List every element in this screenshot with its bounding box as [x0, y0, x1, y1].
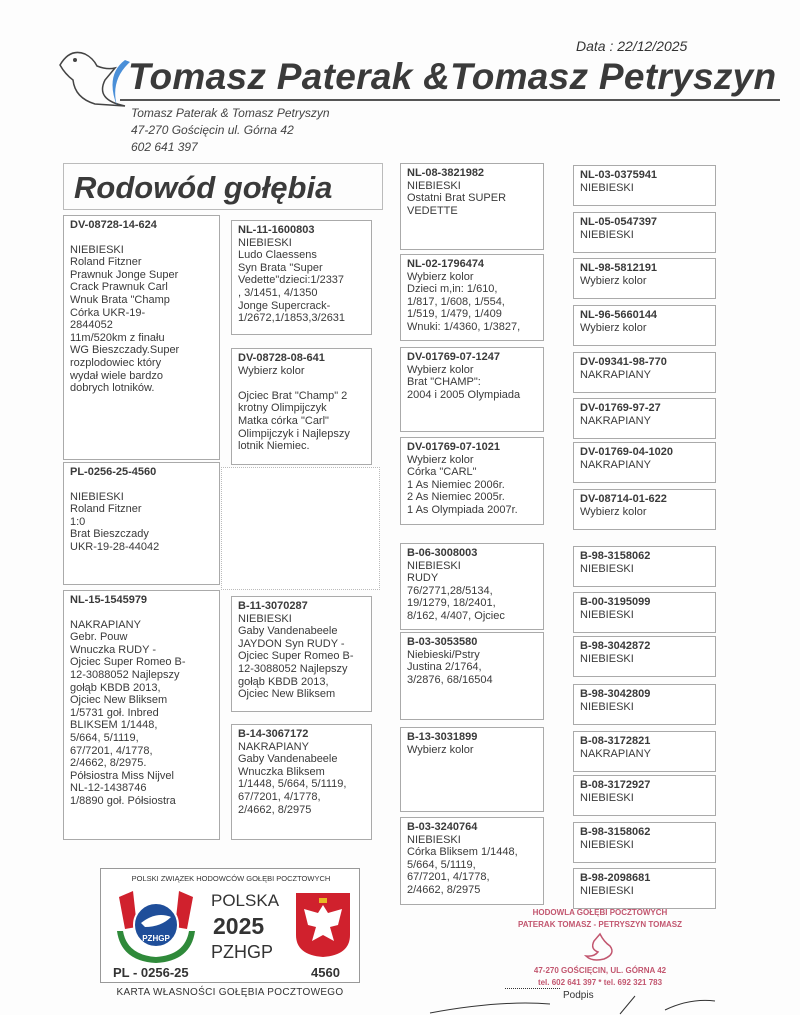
pigeon-info-line: 8/162, 4/407, Ojciec: [407, 609, 505, 622]
pigeon-info-line: wydał wiele bardzo: [70, 369, 163, 382]
pigeon-info-line: 1/2672,1/1853,3/2631: [238, 312, 346, 325]
pigeon-info-line: NAKRAPIANY: [238, 740, 309, 753]
pigeon-card: [63, 462, 220, 585]
pigeon-info-line: 5/664, 5/1119,: [70, 731, 139, 744]
pigeon-info-line: Vedette"dzieci:1/2337: [238, 274, 345, 287]
pigeon-info-line: , 3/1451, 4/1350: [238, 286, 318, 299]
pigeon-card: [400, 817, 544, 905]
pigeon-info-line: Wybierz kolor: [580, 274, 647, 287]
pigeon-info-line: Dzieci m,in: 1/610,: [407, 283, 498, 296]
pigeon-info-line: JAYDON Syn RUDY -: [238, 637, 345, 650]
pigeon-card: [400, 437, 544, 525]
pigeon-info-line: NAKRAPIANY: [580, 414, 651, 427]
pzhgp-emblem-icon: [111, 887, 201, 965]
card-header: POLSKI ZWIĄZEK HODOWCÓW GOŁĘBI POCZTOWYCH: [131, 874, 331, 883]
pigeon-card: [400, 632, 544, 720]
pigeon-info-line: 2/4662, 8/2975: [407, 883, 481, 896]
pigeon-info-line: NIEBIESKI: [70, 490, 124, 503]
owner-address: 47-270 Gościęcin ul. Górna 42: [131, 123, 294, 137]
pigeon-info-line: lotnik Niemiec.: [238, 440, 310, 453]
ring-number: B-98-3042872: [580, 640, 651, 652]
ring-number: B-13-3031899: [407, 731, 478, 743]
pigeon-info-line: Gebr. Pouw: [70, 631, 128, 644]
pigeon-info-line: Ojciec Brat "Champ" 2: [238, 389, 348, 402]
pigeon-info-line: Córka "CARL": [407, 466, 477, 479]
pigeon-info-line: Wnuczka Bliksem: [238, 765, 325, 778]
pigeon-info-line: RUDY: [407, 572, 439, 585]
card-org: PZHGP: [211, 942, 274, 962]
pigeon-card: [573, 546, 716, 587]
pigeon-info-line: BLIKSEM 1/1448,: [70, 719, 158, 732]
pigeon-info-line: 2844052: [70, 319, 113, 332]
ring-number: NL-15-1545979: [70, 594, 148, 606]
ring-number: DV-01769-07-1021: [407, 441, 500, 453]
pigeon-info-line: NIEBIESKI: [580, 608, 634, 621]
pigeon-info-line: Wybierz kolor: [407, 453, 474, 466]
pigeon-card: [573, 822, 716, 863]
card-ring-prefix: PL - 0256-25: [113, 965, 189, 980]
pigeon-info-line: 1/5731 goł. Inbred: [70, 706, 159, 719]
ring-number: B-14-3067172: [238, 728, 309, 740]
pigeon-info-line: Ludo Claessens: [238, 249, 317, 262]
stamp-line-4: tel. 602 641 397 * tel. 692 321 783: [537, 978, 663, 987]
pigeon-info-line: Justina 2/1764,: [407, 661, 482, 674]
pigeon-card: [231, 724, 372, 840]
pigeon-info-line: Niebieski/Pstry: [407, 648, 480, 661]
ring-number: B-98-3042809: [580, 688, 651, 700]
pigeon-info-line: 1:0: [70, 515, 86, 528]
pigeon-info-line: gołąb KBDB 2013,: [70, 681, 161, 694]
pigeon-info-line: NIEBIESKI: [580, 884, 634, 897]
pigeon-info-line: Wnuczka RUDY -: [70, 643, 156, 656]
pigeon-info-line: Roland Fitzner: [70, 503, 142, 516]
pigeon-info-line: 76/2771,28/5134,: [407, 584, 493, 597]
pigeon-card: [63, 215, 220, 460]
stamp-line-2: PATERAK TOMASZ - PETRYSZYN TOMASZ: [517, 920, 682, 929]
pigeon-info-line: Gaby Vandenabeele: [238, 753, 338, 766]
pigeon-info-line: NIEBIESKI: [70, 243, 124, 256]
pigeon-info-line: NIEBIESKI: [580, 791, 634, 804]
pigeon-info-line: NIEBIESKI: [407, 559, 461, 572]
ring-number: B-00-3195099: [580, 596, 651, 608]
card-country: POLSKA: [211, 891, 280, 910]
pigeon-info-line: Matka córka "Carl": [238, 414, 329, 427]
pigeon-info-line: NAKRAPIANY: [580, 747, 651, 760]
pigeon-card: [400, 347, 544, 432]
pigeon-info-line: Córka Bliksem 1/1448,: [407, 846, 518, 859]
pigeon-card: [573, 731, 716, 772]
pigeon-card: [573, 684, 716, 725]
pigeon-info-line: NIEBIESKI: [580, 181, 634, 194]
polish-eagle-crest-icon: [294, 891, 352, 959]
pigeon-info-line: 2004 i 2005 Olympiada: [407, 388, 521, 401]
ring-number: NL-98-5812191: [580, 262, 658, 274]
pigeon-info-line: 2/4662, 8/2975: [238, 803, 312, 816]
pigeon-info-line: VEDETTE: [407, 204, 458, 217]
pigeon-info-line: NIEBIESKI: [580, 838, 634, 851]
ring-number: B-11-3070287: [238, 600, 308, 612]
pigeon-info-line: dobrych lotników.: [70, 382, 155, 395]
ring-number: NL-11-1600803: [238, 224, 315, 236]
pigeon-card: [400, 543, 544, 630]
pigeon-card: [573, 442, 716, 483]
pigeon-info-line: Ojciec Super Romeo B-: [238, 650, 354, 663]
pigeon-info-line: NIEBIESKI: [407, 833, 461, 846]
pigeon-card: [573, 868, 716, 909]
pigeon-info-line: 1/519, 1/479, 1/409: [407, 308, 502, 321]
breeder-brand-title: Tomasz Paterak &Tomasz Petryszyn: [128, 56, 777, 97]
document-date: Data : 22/12/2025: [576, 38, 688, 54]
ring-number: DV-01769-07-1247: [407, 351, 500, 363]
pigeon-info-line: 1/1448, 5/664, 5/1119,: [238, 778, 347, 791]
pedigree-title: Rodowód gołębia: [74, 170, 333, 205]
pigeon-info-line: gołąb KBDB 2013,: [238, 675, 329, 688]
pigeon-info-line: NIEBIESKI: [580, 228, 634, 241]
pigeon-card: [573, 398, 716, 439]
ring-number: B-03-3240764: [407, 821, 478, 833]
pigeon-info-line: 1 As Niemiec 2006r.: [407, 478, 505, 491]
pigeon-info-line: 11m/520km z finału: [70, 331, 165, 344]
ring-number: NL-08-3821982: [407, 167, 485, 179]
pigeon-info-line: Prawnuk Jonge Super: [70, 268, 179, 281]
card-footer: KARTA WŁASNOŚCI GOŁĘBIA POCZTOWEGO: [116, 987, 344, 998]
ownership-card: [100, 868, 360, 998]
signature-label: Podpis: [563, 990, 594, 1001]
pigeon-info-line: NIEBIESKI: [580, 700, 634, 713]
pigeon-card: [231, 220, 372, 335]
handwritten-signature: [420, 992, 720, 1015]
breeder-stamp: [495, 906, 705, 990]
pigeon-info-line: 19/1279, 18/2401,: [407, 597, 496, 610]
signature-line: [505, 988, 560, 989]
pigeon-info-line: Wybierz kolor: [580, 505, 647, 518]
stamp-line-3: 47-270 GOŚCIĘCIN, UL. GÓRNA 42: [533, 966, 667, 975]
pigeon-info-line: Roland Fitzner: [70, 256, 142, 269]
ring-number: DV-01769-97-27: [580, 402, 661, 414]
pigeon-info-line: NIEBIESKI: [407, 179, 461, 192]
pigeon-info-line: 1/8890 goł. Półsiostra: [70, 794, 176, 807]
pigeon-info-line: Wybierz kolor: [238, 364, 305, 377]
ring-number: DV-08714-01-622: [580, 493, 667, 505]
pigeon-card: [573, 489, 716, 530]
ring-number: NL-96-5660144: [580, 309, 658, 321]
pigeon-info-line: 1/817, 1/608, 1/554,: [407, 295, 505, 308]
emblem-text: PZHGP: [142, 934, 170, 943]
pigeon-info-line: Syn Brata "Super: [238, 261, 323, 274]
pigeon-info-line: Brat Bieszczady: [70, 528, 149, 541]
pigeon-info-line: NAKRAPIANY: [70, 618, 141, 631]
pigeon-info-line: UKR-19-28-44042: [70, 540, 160, 553]
card-ring-number: 4560: [311, 965, 340, 980]
pigeon-info-line: 67/7201, 4/1778,: [70, 744, 153, 757]
pigeon-card: [573, 305, 716, 346]
pigeon-card: [400, 727, 544, 812]
pigeon-card: [400, 254, 544, 341]
stamp-line-1: HODOWLA GOŁĘBI POCZTOWYCH: [532, 908, 668, 917]
pigeon-info-line: 12-3088052 Najlepszy: [70, 668, 180, 681]
pigeon-info-line: Ojciec New Bliksem: [70, 694, 168, 707]
pigeon-info-line: Wybierz kolor: [407, 743, 474, 756]
pigeon-info-line: 67/7201, 4/1778,: [407, 871, 490, 884]
pigeon-info-line: Olimpijczyk i Najlepszy: [238, 427, 350, 440]
card-year: 2025: [213, 913, 265, 939]
pigeon-info-line: Ostatni Brat SUPER: [407, 192, 507, 205]
pigeon-info-line: NIEBIESKI: [238, 612, 292, 625]
pigeon-card: [63, 590, 220, 840]
ring-number: B-08-3172927: [580, 779, 651, 791]
ring-number: B-06-3008003: [407, 547, 478, 559]
pigeon-info-line: Półsiostra Miss Nijvel: [70, 769, 174, 782]
pigeon-info-line: 2/4662, 8/2975.: [70, 757, 147, 770]
empty-pedigree-slot: [221, 467, 380, 590]
pigeon-info-line: Wybierz kolor: [407, 270, 474, 283]
ring-number: B-08-3172821: [580, 735, 651, 747]
pigeon-info-line: [238, 377, 365, 390]
ring-number: B-98-3158062: [580, 826, 651, 838]
pigeon-info-line: Jonge Supercrack-: [238, 299, 331, 312]
pigeon-info-line: WG Bieszczady.Super: [70, 344, 180, 357]
ring-number: DV-08728-08-641: [238, 352, 325, 364]
ring-number: B-03-3053580: [407, 636, 478, 648]
pigeon-info-line: NAKRAPIANY: [580, 458, 651, 471]
pigeon-card: [573, 352, 716, 393]
ring-number: DV-08728-14-624: [70, 219, 157, 231]
ring-number: DV-01769-04-1020: [580, 446, 673, 458]
pigeon-card: [573, 775, 716, 816]
pigeon-info-line: 12-3088052 Najlepszy: [238, 662, 348, 675]
pigeon-info-line: Gaby Vandenabeele: [238, 625, 338, 638]
pigeon-info-line: Wybierz kolor: [580, 321, 647, 334]
pigeon-info-line: NL-12-1438746: [70, 782, 147, 795]
header-divider: [120, 99, 780, 101]
ring-number: DV-09341-98-770: [580, 356, 667, 368]
pigeon-info-line: NIEBIESKI: [580, 562, 634, 575]
pigeon-info-line: 1 As Olympiada 2007r.: [407, 503, 518, 516]
pigeon-info-line: Córka UKR-19-: [70, 306, 146, 319]
pigeon-info-line: Crack Prawnuk Carl: [70, 281, 168, 294]
pigeon-info-line: 67/7201, 4/1778,: [238, 790, 321, 803]
ring-number: NL-03-0375941: [580, 169, 658, 181]
pigeon-card: [231, 596, 372, 712]
pigeon-info-line: 2 As Niemiec 2005r.: [407, 491, 505, 504]
pigeon-card: [573, 212, 716, 253]
pigeon-card: [573, 165, 716, 206]
owner-phone: 602 641 397: [131, 140, 198, 154]
pigeon-info-line: Ojciec New Bliksem: [238, 688, 336, 701]
pigeon-info-line: Wybierz kolor: [407, 363, 474, 376]
pigeon-info-line: rozplodowiec który: [70, 356, 162, 369]
ring-number: PL-0256-25-4560: [70, 466, 157, 478]
pigeon-info-line: krotny Olimpijczyk: [238, 402, 327, 415]
stamp-pigeon-icon: [580, 932, 620, 964]
ring-number: B-98-2098681: [580, 872, 651, 884]
ring-number: B-98-3158062: [580, 550, 651, 562]
pigeon-info-line: NIEBIESKI: [580, 652, 634, 665]
pigeon-info-line: Wnuki: 1/4360, 1/3827,: [407, 320, 521, 333]
pigeon-card: [573, 258, 716, 299]
pedigree-title-box: [63, 163, 383, 210]
ring-number: NL-05-0547397: [580, 216, 658, 228]
pigeon-card: [400, 163, 544, 250]
pigeon-info-line: Ojciec Super Romeo B-: [70, 656, 186, 669]
pigeon-card: [573, 592, 716, 633]
pigeon-info-line: 3/2876, 68/16504: [407, 673, 493, 686]
owner-name: Tomasz Paterak & Tomasz Petryszyn: [131, 106, 330, 120]
pigeon-info-line: Brat "CHAMP":: [407, 376, 481, 389]
ring-number: NL-02-1796474: [407, 258, 485, 270]
pigeon-info-line: 5/664, 5/1119,: [407, 858, 476, 871]
pigeon-card: [573, 636, 716, 677]
pigeon-info-line: Wnuk Brata "Champ: [70, 293, 170, 306]
pigeon-info-line: NIEBIESKI: [238, 236, 292, 249]
pigeon-info-line: NAKRAPIANY: [580, 368, 651, 381]
pigeon-card: [231, 348, 372, 465]
